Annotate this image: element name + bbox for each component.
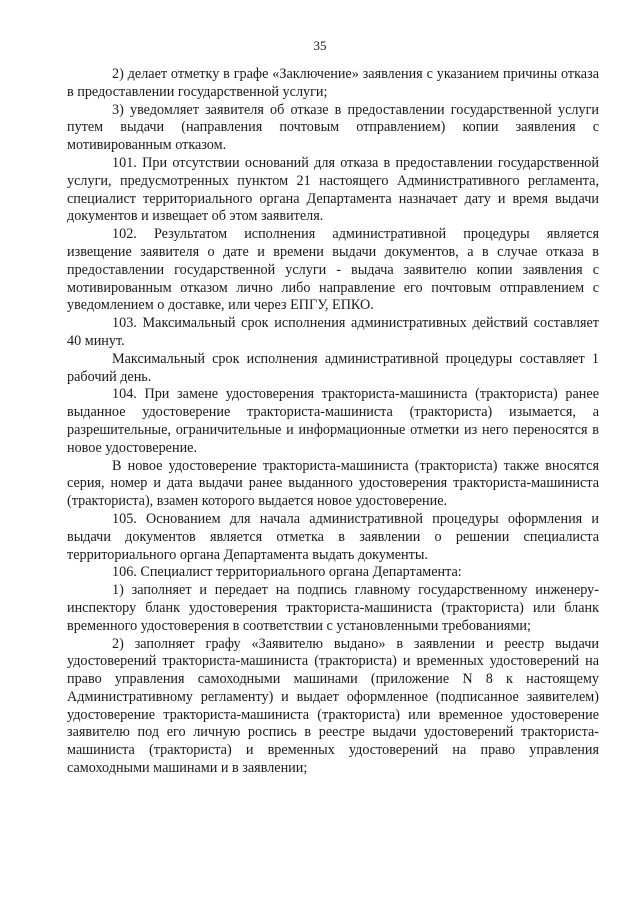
paragraph-106-item-1: 1) заполняет и передает на подпись главному государственному инженеру-инспектору бланк удостоверения тракториста-машиниста (тракториста) или бланк временного удостоверения в соответствии с установленными требованиями; (67, 582, 599, 634)
paragraph-101: 101. При отсутствии оснований для отказа в предоставлении государственной услуги, предусмотренных пунктом 21 настоящего Административного регламента, специалист территориального органа Департамента назначает дату и время выдачи документов и извещает об этом заявителя. (67, 154, 599, 225)
paragraph-106-item-2: 2) заполняет графу «Заявителю выдано» в заявлении и реестр выдачи удостоверений тракториста-машиниста (тракториста) и временных удостоверений на право управления самоходными машинами (приложение N 8 к настоящему Административному регламенту) и выдает оформленное (подписанное заявителем) удостоверение тракториста-машиниста (тракториста) или временное удостоверение заявителю под его личную роспись в реестре выдачи удостоверений тракториста-машиниста (тракториста) и временных удостоверений на право управления самоходными машинами и в заявлении; (67, 635, 599, 777)
document-body (67, 66, 599, 778)
paragraph-104: 104. При замене удостоверения тракториста-машиниста (тракториста) ранее выданное удостоверение тракториста-машиниста (тракториста) изымается, а разрешительные, ограничительные и информационные отметки из него переносятся в новое удостоверение. (67, 386, 599, 456)
paragraph-item-2-refusal-mark: 2) делает отметку в графе «Заключение» заявления с указанием причины отказа в предоставлении государственной услуги; (67, 66, 599, 100)
paragraph-102: 102. Результатом исполнения административной процедуры является извещение заявителя о дате и времени выдачи документов, а в случае отказа в предоставлении государственной услуги - выдача заявителю копии заявления с мотивированным отказом лично либо направление его почтовым отправлением с уведомлением о доставке, или через ЕПГУ, ЕПКО. (67, 226, 599, 314)
paragraph-103: 103. Максимальный срок исполнения административных действий составляет 40 минут. (67, 315, 599, 349)
paragraph-104-new-certificate: В новое удостоверение тракториста-машиниста (тракториста) также вносятся серия, номер и дата выдачи ранее выданного удостоверения тракториста-машиниста (тракториста), взамен которого выдается новое удостоверение. (67, 457, 599, 510)
paragraph-103-procedure-term: Максимальный срок исполнения административной процедуры составляет 1 рабочий день. (67, 350, 599, 385)
paragraph-105: 105. Основанием для начала административной процедуры оформления и выдачи документов является отметка в заявлении о решении специалиста территориального органа Департамента выдать документы. (67, 510, 599, 563)
paragraph-106: 106. Специалист территориального органа Департамента: (112, 564, 462, 581)
paragraph-item-3-notify-refusal: 3) уведомляет заявителя об отказе в предоставлении государственной услуги путем выдачи (направления почтовым отправлением) копии заявления с мотивированным отказом. (67, 101, 599, 154)
page-number: 35 (313, 38, 327, 53)
